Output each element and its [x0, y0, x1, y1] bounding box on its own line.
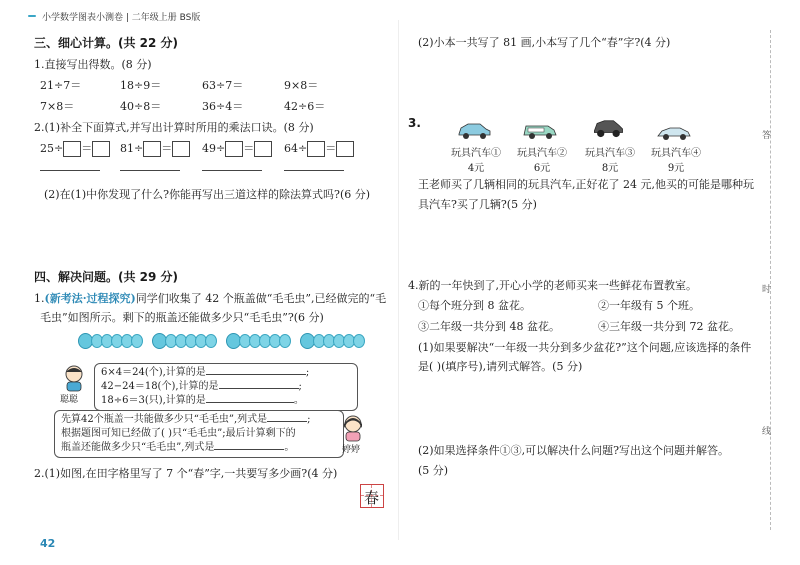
series-badge — [28, 15, 36, 17]
r-q4-text: 4.新的一年快到了,开心小学的老师买来一些鲜花布置教室。 — [408, 279, 697, 292]
sidebar-mark-1: 答 — [762, 131, 772, 141]
calc-1: 21÷7＝ — [40, 79, 82, 92]
eq: ＝ — [325, 142, 337, 155]
r-q4-c3: ③二年级一共分到 48 盆花。 — [418, 320, 560, 333]
s4-q1-line1: 1.(新考法·过程探究)同学们收集了 42 个瓶盖做“毛毛虫”,已经做完的“毛 — [34, 292, 387, 305]
boy-line-2: 42−24＝18(个),计算的是 ; — [101, 381, 302, 392]
car-2-price: 6元 — [533, 163, 551, 174]
calc-3: 63÷7＝ — [202, 79, 244, 92]
girl-line-1: 先算42个瓶盖一共能做多少只“毛毛虫”,列式是 ; — [61, 414, 311, 425]
answer-box[interactable] — [143, 141, 161, 157]
calc-6: 40÷8＝ — [120, 100, 162, 113]
caterpillar-segment — [279, 334, 291, 348]
r-q4-s1b: 是( )(填序号),请列式解答。(5 分) — [418, 360, 583, 373]
girl-bubble — [54, 410, 344, 458]
page-header — [28, 8, 328, 24]
toy-car-4-icon — [656, 122, 692, 142]
answer-line[interactable] — [219, 388, 299, 389]
chun-char: 春 — [364, 489, 380, 507]
boy-line-1: 6×4＝24(个),计算的是 ; — [101, 367, 310, 378]
new-method-tag: (新考法·过程探究) — [44, 292, 136, 305]
q2-sub2: (2)在(1)中你发现了什么?你能再写出三道这样的除法算式吗?(6 分) — [44, 188, 371, 201]
girl-line-3-text: 瓶盖还能做多少只“毛毛虫”,列式是 — [61, 442, 215, 453]
fill-item-1 — [40, 140, 110, 157]
calc-5: 7×8＝ — [40, 100, 75, 113]
r-q4-c1: ①每个班分到 8 盆花。 — [418, 299, 531, 312]
fill-item-4 — [284, 140, 354, 157]
eq: ＝ — [161, 142, 173, 155]
girl-figure-icon — [340, 414, 366, 442]
r-q4-s1a: (1)如果要解决“一年级一共分到多少盆花?”这个问题,应该选择的条件 — [418, 341, 752, 354]
fill-item-2 — [120, 140, 190, 157]
caterpillar-4 — [300, 333, 363, 349]
car-2-name: 玩具汽车② — [517, 148, 567, 159]
fill-item-1-text: 25÷ — [40, 142, 64, 155]
car-4-name: 玩具汽车④ — [651, 148, 701, 159]
caterpillar-segment — [353, 334, 365, 348]
boy-name: 聪聪 — [60, 395, 79, 405]
q2-label: 2.(1)补全下面算式,并写出计算时所用的乘法口诀。(8 分) — [34, 121, 314, 134]
answer-box[interactable] — [307, 141, 325, 157]
answer-line[interactable] — [206, 402, 294, 403]
s4-q1-text1: 同学们收集了 42 个瓶盖做“毛毛虫”,已经做完的“毛 — [135, 292, 387, 305]
answer-box[interactable] — [92, 141, 110, 157]
car-4-price: 9元 — [667, 163, 685, 174]
r-q4-c2: ②一年级有 5 个班。 — [598, 299, 700, 312]
caterpillar-3 — [226, 333, 289, 349]
answer-box[interactable] — [225, 141, 243, 157]
car-1-label — [448, 144, 504, 174]
r-q4-c4: ④三年级一共分到 72 盆花。 — [598, 320, 740, 333]
calc-7: 36÷4＝ — [202, 100, 244, 113]
boy-line-1-text: 6×4＝24(个),计算的是 — [101, 367, 206, 378]
s4-q1-text2: 毛虫”如图所示。剩下的瓶盖还能做多少只“毛毛虫”?(6 分) — [40, 311, 324, 324]
girl-line-2: 根据题图可知已经做了( )只“毛毛虫”;最后计算剩下的 — [61, 428, 296, 439]
girl-line-1-text: 先算42个瓶盖一共能做多少只“毛毛虫”,列式是 — [61, 414, 268, 425]
q1-label: 1.直接写出得数。(8 分) — [34, 58, 152, 71]
sidebar-mark-2: 时 — [762, 285, 772, 295]
boy-line-2-text: 42−24＝18(个),计算的是 — [101, 381, 219, 392]
boy-line-3: 18÷6＝3(只),计算的是 。 — [101, 395, 304, 406]
header-title: 小学数学图表小测卷 | 二年级上册 BS版 — [42, 12, 201, 23]
calc-2: 18÷9＝ — [120, 79, 162, 92]
answer-line[interactable] — [214, 449, 284, 450]
car-3-label — [582, 144, 638, 174]
answer-box[interactable] — [172, 141, 190, 157]
answer-line[interactable] — [284, 170, 344, 171]
section-4-title: 四、解决问题。(共 29 分) — [34, 270, 179, 284]
fill-item-3 — [202, 140, 272, 157]
answer-line[interactable] — [40, 170, 100, 171]
r-q2-2: (2)小本一共写了 81 画,小本写了几个“春”字?(4 分) — [418, 36, 671, 49]
boy-figure-icon — [60, 364, 88, 392]
binding-line — [770, 30, 771, 530]
center-divider — [398, 20, 399, 540]
calc-4: 9×8＝ — [284, 79, 319, 92]
toy-car-2-icon — [522, 120, 558, 140]
answer-line[interactable] — [120, 170, 180, 171]
car-3-price: 8元 — [601, 163, 619, 174]
eq: ＝ — [243, 142, 255, 155]
caterpillar-1 — [78, 333, 141, 349]
r-q4-s2b: (5 分) — [418, 464, 449, 477]
answer-box[interactable] — [336, 141, 354, 157]
girl-line-3: 瓶盖还能做多少只“毛毛虫”,列式是 。 — [61, 442, 295, 453]
boy-bubble — [94, 363, 358, 411]
car-2-label — [514, 144, 570, 174]
caterpillar-segment — [205, 334, 217, 348]
eq: ＝ — [81, 142, 93, 155]
answer-line[interactable] — [267, 421, 307, 422]
boy-line-3-text: 18÷6＝3(只),计算的是 — [101, 395, 206, 406]
answer-box[interactable] — [63, 141, 81, 157]
fill-item-2-text: 81÷ — [120, 142, 144, 155]
caterpillar-2 — [152, 333, 215, 349]
toy-car-1-icon — [456, 120, 492, 140]
car-1-name: 玩具汽车① — [451, 148, 501, 159]
r-q3-text1: 王老师买了几辆相同的玩具汽车,正好花了 24 元,他买的可能是哪种玩 — [418, 178, 754, 191]
answer-box[interactable] — [254, 141, 272, 157]
r-q4-s2a: (2)如果选择条件①③,可以解决什么问题?写出这个问题并解答。 — [418, 444, 729, 457]
toy-car-3-icon — [590, 118, 626, 138]
fill-item-4-text: 64÷ — [284, 142, 308, 155]
s4-q2-label: 2.(1)如图,在田字格里写了 7 个“春”字,一共要写多少画?(4 分) — [34, 467, 338, 480]
page-number: 42 — [40, 537, 56, 550]
tianzige-box — [360, 484, 384, 508]
answer-line[interactable] — [206, 374, 306, 375]
r-q3-text2: 具汽车?买了几辆?(5 分) — [418, 198, 537, 211]
girl-name: 婷婷 — [342, 445, 361, 455]
sidebar-mark-3: 线 — [762, 427, 772, 437]
car-1-price: 4元 — [467, 163, 485, 174]
car-3-name: 玩具汽车③ — [585, 148, 635, 159]
calc-8: 42÷6＝ — [284, 100, 326, 113]
fill-item-3-text: 49÷ — [202, 142, 226, 155]
section-3-title: 三、细心计算。(共 22 分) — [34, 36, 179, 50]
answer-line[interactable] — [202, 170, 262, 171]
car-4-label — [648, 144, 704, 174]
caterpillar-segment — [131, 334, 143, 348]
r-q3-num: 3. — [408, 116, 421, 130]
